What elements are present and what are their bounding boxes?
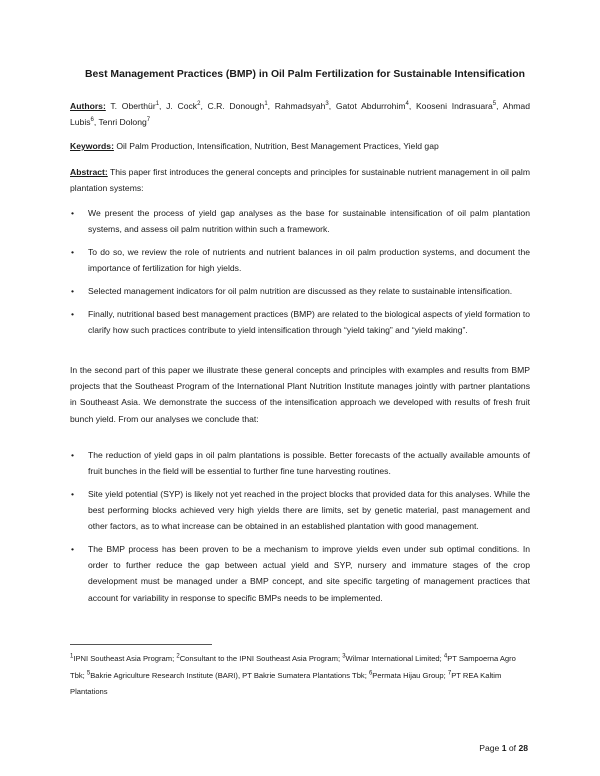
keywords-line bbox=[70, 138, 530, 154]
authors-label: Authors: bbox=[70, 101, 106, 111]
bullet-icon: • bbox=[71, 246, 75, 257]
footnote-number: 6 bbox=[368, 669, 373, 676]
author-name: J. Cock bbox=[166, 101, 198, 111]
author-affiliation: 5 bbox=[492, 101, 497, 108]
list-item bbox=[70, 283, 530, 299]
footnote-number: 3 bbox=[342, 653, 346, 660]
abstract-intro-text: This paper first introduces the general concepts and principles for sustainable nutrient management in oil palm plantation systems: bbox=[70, 167, 531, 194]
author-affiliation: 1 bbox=[155, 101, 160, 108]
abstract-intro bbox=[70, 164, 530, 196]
page-number bbox=[479, 743, 528, 753]
abstract-label: Abstract: bbox=[70, 167, 108, 177]
footnote-text: Consultant to the IPNI Southeast Asia Program; bbox=[179, 654, 343, 663]
author-name: Ahmad Lubis bbox=[70, 101, 530, 128]
author-affiliation: 1 bbox=[264, 101, 268, 108]
footnote-number: 2 bbox=[176, 653, 180, 660]
list-item bbox=[70, 541, 530, 606]
list-item-text: To do so, we review the role of nutrients and nutrient balances in oil palm production systems, and document the importance of fertilization for high yields. bbox=[88, 246, 530, 274]
keywords-label: Keywords: bbox=[70, 141, 114, 151]
page-separator: of bbox=[506, 743, 519, 753]
author-list: T. Oberthür$^1$, J. Cock$^2$, C.R. Donough$^1$, Rahmadsyah$^3$, Gatot Abdurrohim$^4$, Kooseni Indrasuara$^5$, Ahmad Lubis$^6$, Tenri Dolong$^7$ bbox=[70, 101, 530, 128]
keywords-text: Oil Palm Production, Intensification, Nutrition, Best Management Practices, Yield gap bbox=[116, 141, 439, 151]
author-name: T. Oberthür bbox=[110, 101, 156, 111]
bullet-icon: • bbox=[71, 208, 75, 218]
footnote-text: PT Sampoerna Agro Tbk; bbox=[70, 654, 516, 680]
second-part-paragraph: In the second part of this paper we illustrate these general concepts and principles with examples and results from BMP projects that the Southeast Program of the International Plant Nutrition Institute manages jointly with partner plantations in Southeast Asia. We demonstrate the success of the intensification approach we developed with results of fresh fruit bunch yield. From our analyses we conclude that: bbox=[70, 365, 530, 424]
footnote-text: Permata Hijau Group; bbox=[372, 670, 448, 680]
footnote-affiliations bbox=[70, 651, 530, 701]
footnote-text: Wilmar International Limited; bbox=[345, 654, 444, 663]
footnote-text: IPNI Southeast Asia Program; bbox=[73, 654, 177, 663]
author-affiliation: 2 bbox=[197, 101, 201, 108]
author-name: C.R. Donough bbox=[207, 101, 265, 111]
bullet-icon: • bbox=[71, 488, 75, 499]
author-affiliation: 4 bbox=[405, 101, 409, 108]
footnote-number: 4 bbox=[443, 653, 448, 660]
list-item-text: We present the process of yield gap analyses as the base for sustainable intensification of oil palm plantation systems, and assess oil palm nutrition within such a framework. bbox=[88, 208, 530, 235]
author-name: Tenri Dolong bbox=[98, 117, 147, 128]
footnote-text: PT REA Kaltim Plantations bbox=[70, 670, 502, 696]
bullet-icon: • bbox=[71, 544, 75, 555]
footnote-number: 1 bbox=[70, 653, 74, 660]
bullet-icon: • bbox=[71, 308, 75, 319]
list-item bbox=[70, 447, 530, 479]
authors-line bbox=[70, 98, 530, 130]
paper-title: Best Management Practices (BMP) in Oil Palm Fertilization for Sustainable Intensification bbox=[85, 69, 525, 80]
author-name: Rahmadsyah bbox=[274, 101, 326, 111]
list-item bbox=[70, 244, 530, 276]
footnote-divider bbox=[70, 644, 212, 645]
list-item-text: Selected management indicators for oil palm nutrition are discussed as they relate to sustainable intensification. bbox=[88, 285, 513, 296]
list-item-text: Site yield potential (SYP) is likely not yet reached in the project blocks that provided data for this analyses. While the best performing blocks achieved very high yields there are limits, set by genetic material, past management and other factors, as to what increase can be obtained in an established plantation with good management. bbox=[88, 488, 530, 532]
abstract-bullet-list-2 bbox=[70, 447, 530, 606]
list-item-text: The BMP process has been proven to be a mechanism to improve yields even under sub optimal conditions. In order to further reduce the gap between actual yield and SYP, nursery and immature stages of the crop development must be managed under a BMP concept, and site specific targeting of management practices that account for variability in response to specific BMPs needs to be implemented. bbox=[88, 544, 530, 603]
list-item bbox=[70, 205, 530, 237]
list-item bbox=[70, 486, 530, 535]
author-affiliation: 7 bbox=[146, 117, 151, 124]
author-name: Gatot Abdurrohim bbox=[335, 101, 406, 111]
page-total: 28 bbox=[518, 743, 528, 753]
page-prefix: Page bbox=[479, 743, 502, 753]
bullet-icon: • bbox=[71, 285, 75, 296]
footnote-number: 5 bbox=[86, 669, 91, 676]
author-name: Kooseni Indrasuara bbox=[415, 101, 493, 111]
author-affiliation: 3 bbox=[325, 101, 329, 108]
list-item-text: Finally, nutritional based best management practices (BMP) are related to the biological aspects of yield formation to clarify how such practices contribute to yield intensification through “yield taking” and “yield making”. bbox=[88, 308, 530, 335]
page-current: 1 bbox=[501, 743, 507, 753]
abstract-bullet-list-1 bbox=[70, 205, 530, 338]
footnote-text: Bakrie Agriculture Research Institute (BARI), PT Bakrie Sumatera Plantations Tbk; bbox=[90, 670, 369, 680]
footnote-number: 7 bbox=[447, 669, 452, 676]
list-item-text: The reduction of yield gaps in oil palm plantations is possible. Better forecasts of the actually available amounts of fruit bunches in the field will be essential to further fine tune harvesting routines. bbox=[88, 450, 530, 477]
bullet-icon: • bbox=[71, 450, 75, 460]
author-affiliation: 6 bbox=[90, 117, 94, 124]
list-item bbox=[70, 306, 530, 338]
